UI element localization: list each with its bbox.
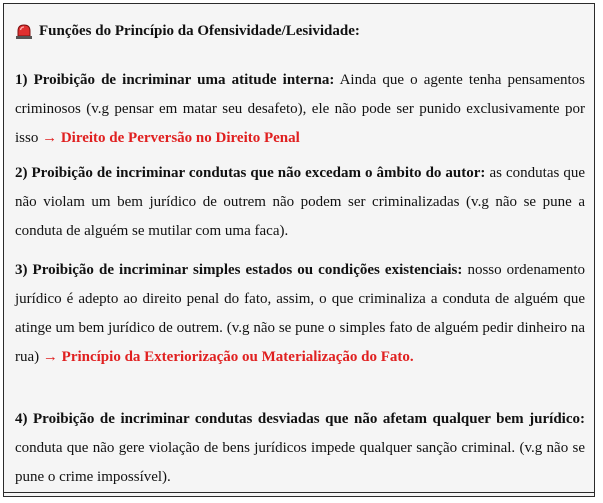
item-3-heading: 3) Proibição de incriminar simples estados ou condições existenciais: <box>15 262 463 278</box>
item-2-body: as condutas que não violam um bem jurídico de outrem não podem ser criminalizadas (v.g não se pune a conduta de alguém se mutilar com uma faca). <box>15 165 585 239</box>
title-text: Funções do Princípio da Ofensividade/Lesividade: <box>39 23 360 39</box>
item-4 <box>15 405 585 492</box>
item-1 <box>15 66 585 153</box>
item-2-heading: 2) Proibição de incriminar condutas que não excedam o âmbito do autor: <box>15 165 486 181</box>
item-3 <box>15 256 585 372</box>
item-1-link: → Direito de Perversão no Direito Penal <box>42 130 300 146</box>
item-2 <box>15 159 585 246</box>
item-3-link: → Princípio da Exteriorização ou Materialização do Fato. <box>42 349 414 365</box>
section-title <box>15 23 360 40</box>
item-1-heading: 1) Proibição de incriminar uma atitude interna: <box>15 72 335 88</box>
divider <box>3 492 595 493</box>
siren-icon <box>15 24 33 40</box>
item-4-heading: 4) Proibição de incriminar condutas desviadas que não afetam qualquer bem jurídico: <box>15 411 585 427</box>
item-1-body: Ainda que o agente tenha pensamentos criminosos (v.g pensar em matar seu desafeto), ele não pode ser punido exclusivamente por isso <box>15 72 585 146</box>
item-3-body: nosso ordenamento jurídico é adepto ao direito penal do fato, assim, o que criminaliza a conduta de alguém que atinge um bem jurídico de outrem. (v.g não se pune o simples fato de alguém pedir dinheiro na rua) <box>15 262 585 365</box>
item-4-body: conduta que não gere violação de bens jurídicos impede qualquer sanção criminal. (v.g não se pune o crime impossível). <box>15 440 585 485</box>
